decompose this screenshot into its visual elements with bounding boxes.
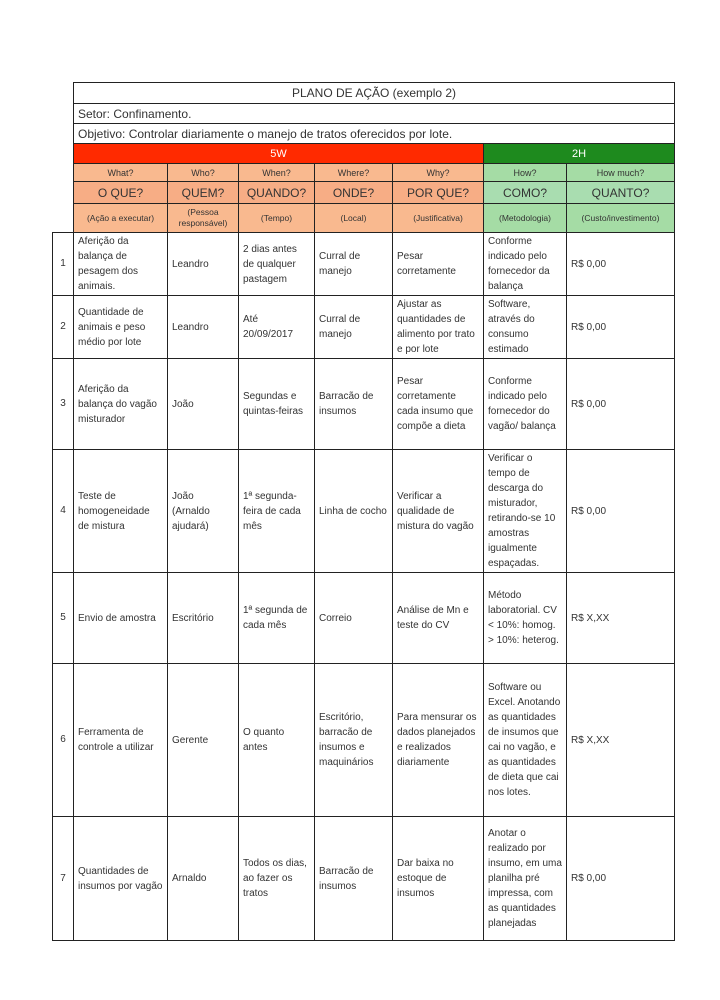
header-pt-quanto: QUANTO? <box>567 182 675 204</box>
header-pt-quando: QUANDO? <box>239 182 315 204</box>
header-desc-local: (Local) <box>315 204 393 233</box>
header-en-where: Where? <box>315 164 393 182</box>
cell-how-much: R$ X,XX <box>567 664 675 817</box>
cell-where: Curral de manejo <box>315 296 393 359</box>
cell-when: Até 20/09/2017 <box>239 296 315 359</box>
row-number: 1 <box>53 233 74 296</box>
header-desc-acao: (Ação a executar) <box>74 204 168 233</box>
cell-why: Verificar a qualidade de mistura do vagão <box>393 450 484 573</box>
table-row <box>53 817 675 941</box>
action-plan-table <box>52 82 675 941</box>
cell-who: Leandro <box>168 296 239 359</box>
cell-when: 1ª segunda-feira de cada mês <box>239 450 315 573</box>
cell-how: Método laboratorial. CV < 10%: homog. > 10%: heterog. <box>484 573 567 664</box>
header-pt-o-que: O QUE? <box>74 182 168 204</box>
header-desc-pessoa: (Pessoa responsável) <box>168 204 239 233</box>
table-row <box>53 359 675 450</box>
header-en-how: How? <box>484 164 567 182</box>
cell-how-much: R$ X,XX <box>567 573 675 664</box>
cell-who: Escritório <box>168 573 239 664</box>
cell-who: João (Arnaldo ajudará) <box>168 450 239 573</box>
cell-when: Segundas e quintas-feiras <box>239 359 315 450</box>
row-number: 2 <box>53 296 74 359</box>
cell-why: Análise de Mn e teste do CV <box>393 573 484 664</box>
cell-what: Aferição da balança do vagão misturador <box>74 359 168 450</box>
plan-title: PLANO DE AÇÃO (exemplo 2) <box>74 83 675 104</box>
header-desc-justificativa: (Justificativa) <box>393 204 484 233</box>
action-plan-sheet <box>52 82 674 941</box>
header-desc-metodologia: (Metodologia) <box>484 204 567 233</box>
header-pt-onde: ONDE? <box>315 182 393 204</box>
cell-how-much: R$ 0,00 <box>567 233 675 296</box>
header-pt-por-que: POR QUE? <box>393 182 484 204</box>
band-2h: 2H <box>484 144 675 164</box>
table-row <box>53 296 675 359</box>
cell-what: Aferição da balança de pesagem dos animais. <box>74 233 168 296</box>
cell-why: Ajustar as quantidades de alimento por trato e por lote <box>393 296 484 359</box>
cell-when: 2 dias antes de qualquer pastagem <box>239 233 315 296</box>
cell-why: Para mensurar os dados planejados e realizados diariamente <box>393 664 484 817</box>
cell-how-much: R$ 0,00 <box>567 817 675 941</box>
cell-when: Todos os dias, ao fazer os tratos <box>239 817 315 941</box>
cell-what: Ferramenta de controle a utilizar <box>74 664 168 817</box>
header-en-what: What? <box>74 164 168 182</box>
cell-how-much: R$ 0,00 <box>567 359 675 450</box>
table-row <box>53 233 675 296</box>
cell-how: Conforme indicado pelo fornecedor da balança <box>484 233 567 296</box>
cell-why: Pesar corretamente <box>393 233 484 296</box>
header-desc-tempo: (Tempo) <box>239 204 315 233</box>
cell-what: Envio de amostra <box>74 573 168 664</box>
plan-objetivo: Objetivo: Controlar diariamente o manejo de tratos oferecidos por lote. <box>74 124 675 144</box>
cell-when: 1ª segunda de cada mês <box>239 573 315 664</box>
table-row <box>53 450 675 573</box>
table-row <box>53 664 675 817</box>
cell-where: Escritório, barracão de insumos e maquinários <box>315 664 393 817</box>
cell-what: Quantidade de animais e peso médio por lote <box>74 296 168 359</box>
band-5w: 5W <box>74 144 484 164</box>
cell-where: Linha de cocho <box>315 450 393 573</box>
row-number: 6 <box>53 664 74 817</box>
cell-how: Verificar o tempo de descarga do misturador, retirando-se 10 amostras igualmente espaçadas. <box>484 450 567 573</box>
row-number: 3 <box>53 359 74 450</box>
cell-how-much: R$ 0,00 <box>567 296 675 359</box>
cell-who: João <box>168 359 239 450</box>
row-number: 5 <box>53 573 74 664</box>
cell-how: Anotar o realizado por insumo, em uma planilha pré impressa, com as quantidades planejadas <box>484 817 567 941</box>
cell-why: Pesar corretamente cada insumo que compõe a dieta <box>393 359 484 450</box>
cell-what: Teste de homogeneidade de mistura <box>74 450 168 573</box>
table-row <box>53 573 675 664</box>
cell-how: Software ou Excel. Anotando as quantidades de insumos que cai no vagão, e as quantidades de dieta que cai nos lotes. <box>484 664 567 817</box>
cell-how: Software, através do consumo estimado <box>484 296 567 359</box>
header-pt-quem: QUEM? <box>168 182 239 204</box>
header-en-when: When? <box>239 164 315 182</box>
header-desc-custo: (Custo/investimento) <box>567 204 675 233</box>
cell-where: Barracão de insumos <box>315 359 393 450</box>
cell-who: Arnaldo <box>168 817 239 941</box>
cell-what: Quantidades de insumos por vagão <box>74 817 168 941</box>
cell-who: Gerente <box>168 664 239 817</box>
cell-where: Correio <box>315 573 393 664</box>
row-number: 7 <box>53 817 74 941</box>
cell-how-much: R$ 0,00 <box>567 450 675 573</box>
row-number: 4 <box>53 450 74 573</box>
plan-setor: Setor: Confinamento. <box>74 104 675 124</box>
cell-where: Curral de manejo <box>315 233 393 296</box>
cell-where: Barracão de insumos <box>315 817 393 941</box>
cell-who: Leandro <box>168 233 239 296</box>
header-pt-como: COMO? <box>484 182 567 204</box>
cell-how: Conforme indicado pelo fornecedor do vagão/ balança <box>484 359 567 450</box>
cell-why: Dar baixa no estoque de insumos <box>393 817 484 941</box>
header-en-how-much: How much? <box>567 164 675 182</box>
corner-blank <box>53 83 74 104</box>
header-en-why: Why? <box>393 164 484 182</box>
header-en-who: Who? <box>168 164 239 182</box>
cell-when: O quanto antes <box>239 664 315 817</box>
